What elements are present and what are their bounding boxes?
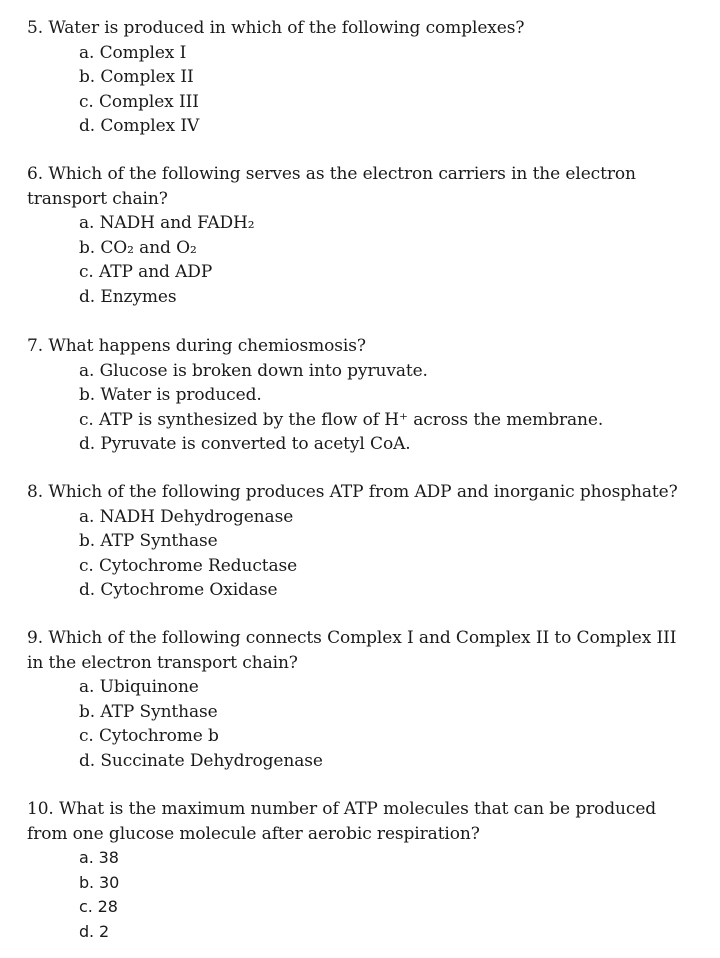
option-list [27, 846, 707, 944]
option-c: c. ATP and ADP [79, 262, 213, 282]
option-a: a. Complex I [79, 42, 187, 63]
question-stem-line-1: 9. Which of the following connects Complex I and Complex II to Complex III [27, 628, 677, 648]
option-c: c. Cytochrome Reductase [79, 555, 298, 576]
option-list [27, 505, 707, 603]
option-a: a. NADH Dehydrogenase [79, 506, 294, 527]
question-stem-line-2: transport chain? [27, 188, 168, 209]
option-list [27, 211, 707, 309]
question-stem: 8. Which of the following produces ATP from ADP and inorganic phosphate? [27, 482, 678, 502]
option-b: b. ATP Synthase [79, 531, 218, 551]
question-9 [27, 626, 707, 773]
option-a: a. NADH and FADH₂ [79, 213, 255, 233]
question-8 [27, 480, 707, 603]
option-a: a. 38 [79, 848, 119, 867]
option-c: c. Cytochrome b [79, 726, 219, 746]
option-b: b. Water is produced. [79, 385, 262, 405]
option-c: c. 28 [79, 897, 118, 916]
question-6 [27, 162, 707, 309]
question-10 [27, 797, 707, 944]
option-list [27, 675, 707, 773]
option-d: d. Pyruvate is converted to acetyl CoA. [79, 434, 411, 454]
question-stem: 5. Water is produced in which of the following complexes? [27, 18, 525, 38]
option-c: c. ATP is synthesized by the flow of H⁺ across the membrane. [79, 409, 604, 430]
option-d: d. Cytochrome Oxidase [79, 580, 278, 600]
option-list [27, 41, 707, 139]
question-stem-line-2: from one glucose molecule after aerobic respiration? [27, 823, 480, 844]
question-5 [27, 16, 707, 139]
question-stem-line-2: in the electron transport chain? [27, 652, 298, 673]
option-d: d. 2 [79, 921, 110, 941]
option-b: b. CO₂ and O₂ [79, 237, 197, 258]
option-d: d. Succinate Dehydrogenase [79, 750, 323, 771]
question-stem-line-1: 10. What is the maximum number of ATP molecules that can be produced [27, 799, 657, 819]
option-d: d. Complex IV [79, 116, 200, 136]
question-7 [27, 334, 707, 457]
option-a: a. Ubiquinone [79, 677, 199, 697]
option-list [27, 359, 707, 457]
option-a: a. Glucose is broken down into pyruvate. [79, 360, 428, 381]
option-b: b. 30 [79, 872, 120, 892]
option-c: c. Complex III [79, 91, 199, 112]
option-d: d. Enzymes [79, 286, 177, 307]
question-stem-line-1: 6. Which of the following serves as the electron carriers in the electron [27, 164, 636, 184]
option-b: b. ATP Synthase [79, 701, 218, 722]
option-b: b. Complex II [79, 67, 194, 87]
question-stem: 7. What happens during chemiosmosis? [27, 336, 366, 356]
